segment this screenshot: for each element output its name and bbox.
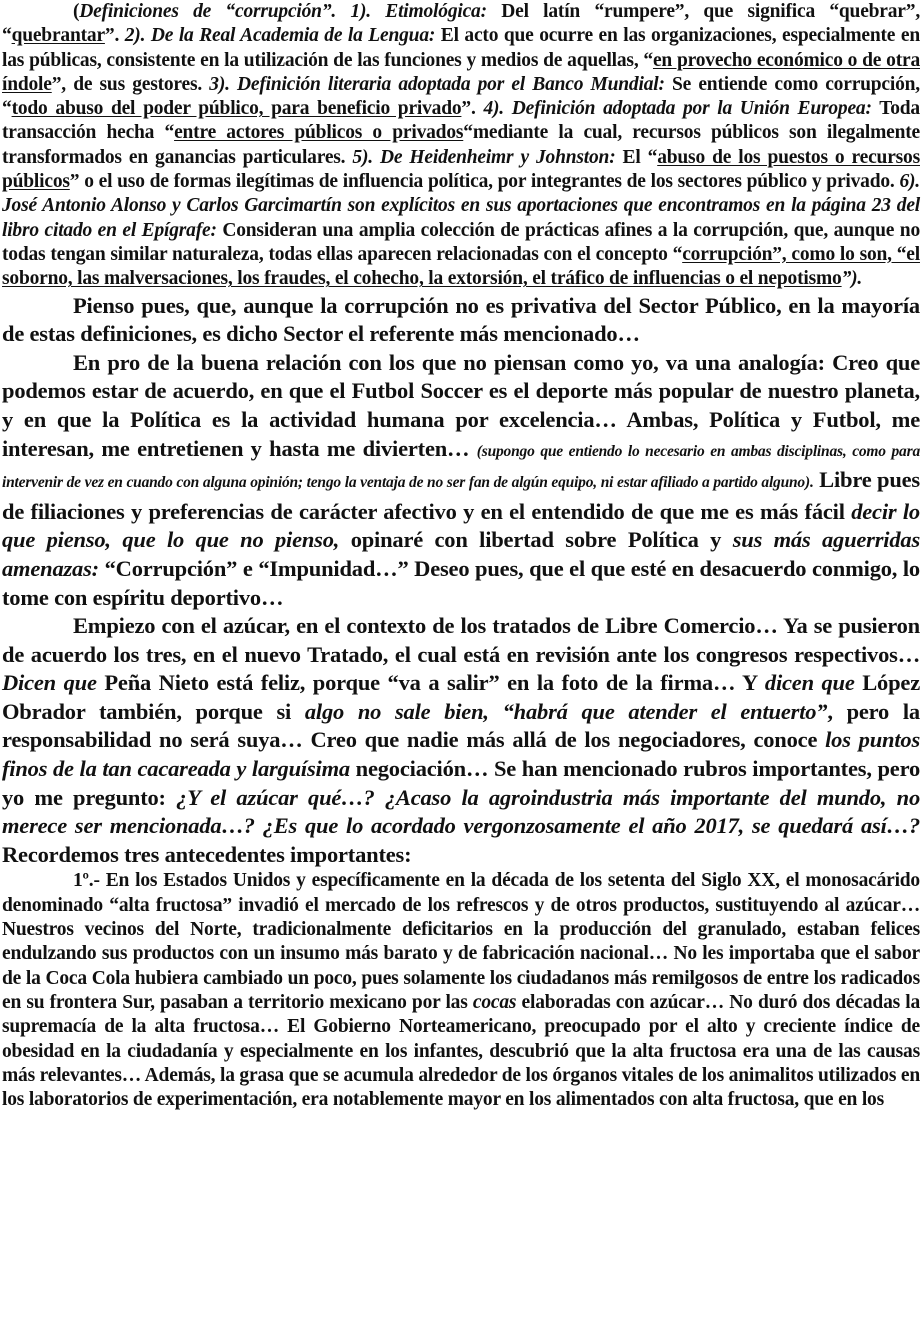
- paragraph-public-sector: Pienso pues, que, aunque la corrupción no es privativa del Sector Público, en la mayoría de estas definiciones, es dicho Sector el referente más mencionado…: [2, 292, 920, 347]
- paragraph-sugar-trade: Empiezo con el azúcar, en el contexto de los tratados de Libre Comercio… Ya se pusieron de acuerdo los tres, en el nuevo Tratado, el cual está en revisión ante los congresos respectivos… Dicen que Peña Nieto está feliz, porque “va a salir” en la foto de la firma… Y dicen que López Obrador también, porque si algo no sale bien, “habrá que atender el entuerto”, pero la responsabilidad no será suya… Creo que nadie más allá de los negociadores, conoce los puntos finos de la tan cacareada y larguísima negociación… Se han mencionado rubros importantes, pero yo me pregunto: ¿Y el azúcar qué…? ¿Acaso la agroindustria más importante del mundo, no merece ser mencionada…? ¿Es que lo acordado vergonzosamente el año 2017, se quedará así…? Recordemos tres antecedentes importantes:: [2, 613, 921, 867]
- paragraph-analogy: En pro de la buena relación con los que no piensan como yo, va una analogía: Creo que podemos estar de acuerdo, en que el Futbol Soccer es el deporte más popular de nuestro planeta, y en que la Política es la actividad humana por excelencia… Ambas, Política y Futbol, me interesan, me entretienen y hasta me divierten… (supongo que entiendo lo necesario en ambas disciplinas, como para intervenir de vez en cuando con alguna opinión; tengo la ventaja de no ser fan de algún equipo, ni estar afiliado a partido alguno). Libre pues de filiaciones y preferencias de carácter afectivo y en el entendido de que me es más fácil decir lo que pienso, que lo que no pienso, opinaré con libertad sobre Política y sus más aguerridas amenazas: “Corrupción” e “Impunidad…” Deseo pues, que el que esté en desacuerdo conmigo, lo tome con espíritu deportivo…: [2, 349, 921, 610]
- paragraph-definitions: (Definiciones de “corrupción”. 1). Etimológica: Del latín “rumpere”, que significa “quebrar”, “quebrantar”. 2). De la Real Academia de la Lengua: El acto que ocurre en las organizaciones, especialmente en las públicas, consistente en la utilización de las funciones y medios de aquellas, “en provecho económico o de otra índole”, de sus gestores. 3). Definición literaria adoptada por el Banco Mundial: Se entiende como corrupción, “todo abuso del poder público, para beneficio privado”. 4). Definición adoptada por la Unión Europea: Toda transacción hecha “entre actores públicos o privados“mediante la cual, recursos públicos son ilegalmente transformados en ganancias particulares. 5). De Heidenheimr y Johnston: El “abuso de los puestos o recursos públicos” o el uso de formas ilegítimas de influencia política, por integrantes de los sectores público y privado. 6). José Antonio Alonso y Carlos Garcimartín son explícitos en sus aportaciones que encontramos en la página 23 del libro citado en el Epígrafe: Consideran una amplia colección de prácticas afines a la corrupción, que, aunque no todas tengan similar naturaleza, todas ellas aparecen relacionadas con el concepto “corrupción”, como lo son, “el soborno, las malversaciones, los fraudes, el cohecho, la extorsión, el tráfico de influencias o el nepotismo”).: [2, 1, 921, 290]
- paragraph-antecedent-1: 1º.- En los Estados Unidos y específicamente en la década de los setenta del Siglo XX, el monosacárido denominado “alta fructosa” invadió el mercado de los refrescos y de otros productos, sustituyendo al azúcar… Nuestros vecinos del Norte, tradicionalmente deficitarios en la producción del granulado, estaban felices endulzando sus productos con un insumo más barato y de fabricación nacional… No les importaba que el sabor de la Coca Cola hubiera cambiado un poco, pues solamente los ciudadanos más remilgosos de entre los radicados en su frontera Sur, pasaban a territorio mexicano por las cocas elaboradas con azúcar… No duró dos décadas la supremacía de la alta fructosa… El Gobierno Norteamericano, preocupado por el alto y creciente índice de obesidad en la ciudadanía y especialmente en los infantes, descubrió que la alta fructosa era una de las causas más relevantes… Además, la grasa que se acumula alrededor de los órganos vitales de los animalitos utilizados en los laboratorios de experimentación, era notablemente mayor en los alimentados con alta fructosa, que en los: [2, 870, 921, 1111]
